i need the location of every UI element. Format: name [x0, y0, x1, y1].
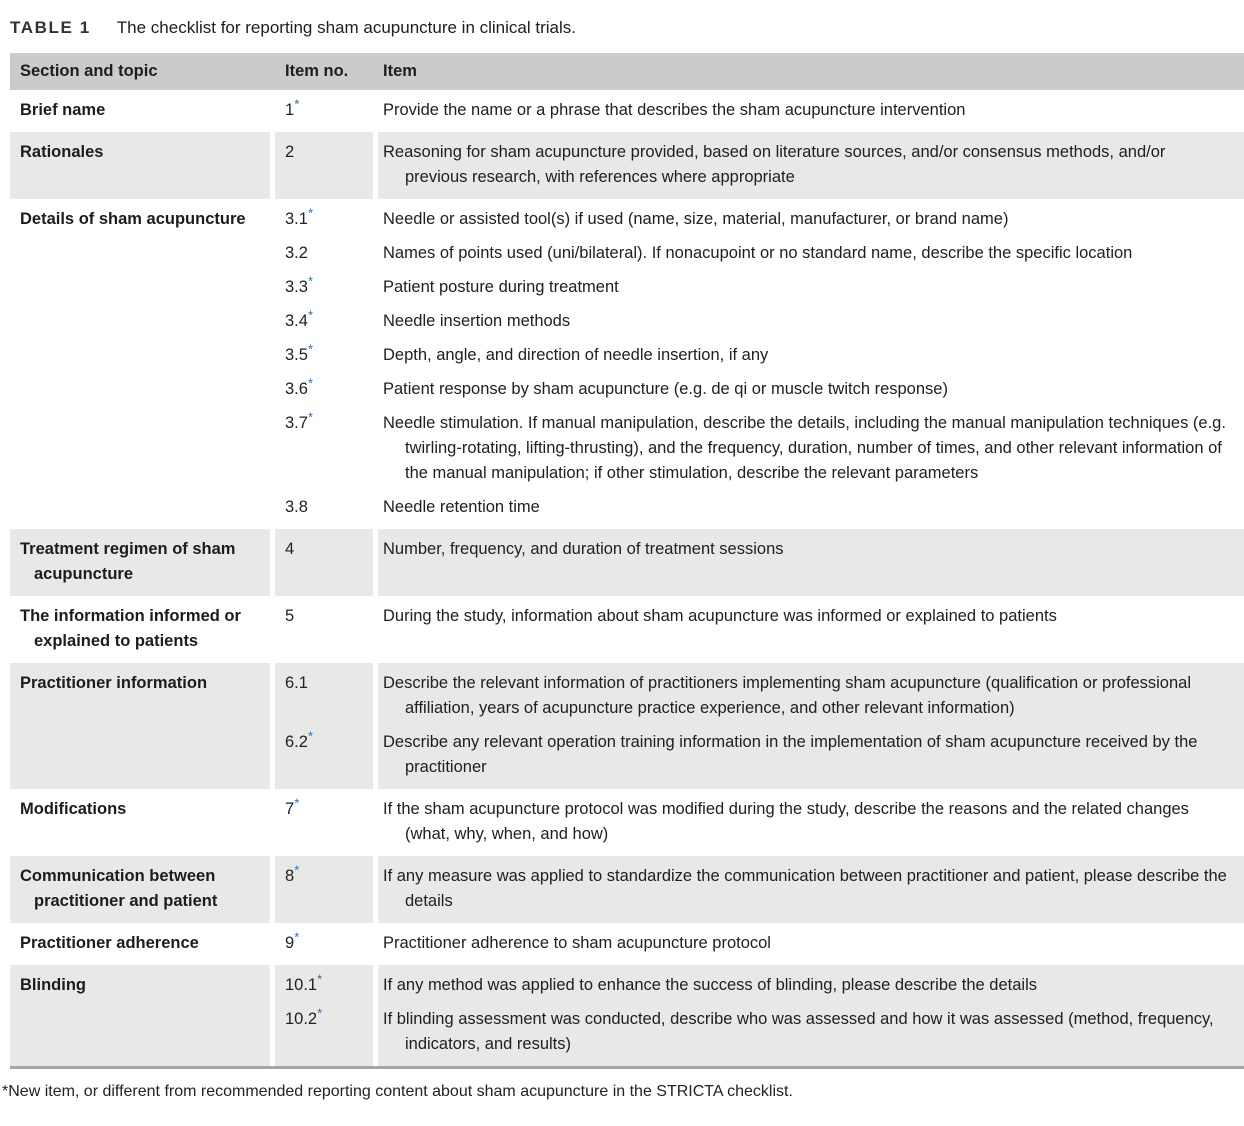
item-number-cell: [275, 373, 378, 407]
item-number-cell: [275, 965, 378, 1003]
item-description-cell: [378, 965, 1244, 1003]
item-number: 10.2: [285, 1010, 318, 1028]
section-topic: The information informed or explained to patients: [20, 607, 241, 650]
section-topic: Practitioner information: [20, 674, 208, 692]
table-row: [10, 90, 1244, 132]
item-number: 3.8: [285, 498, 308, 516]
item-description-cell: [378, 407, 1244, 491]
item-description-cell: [378, 663, 1244, 726]
item-number: 7: [285, 800, 295, 818]
section-topic: Brief name: [20, 101, 106, 119]
section-topic-cell: [10, 663, 275, 726]
item-description: Patient response by sham acupuncture (e.g. de qi or muscle twitch response): [383, 380, 948, 398]
table-row: [10, 271, 1244, 305]
item-description: Needle retention time: [383, 498, 540, 516]
item-description: During the study, information about sham acupuncture was informed or explained to patients: [383, 607, 1057, 625]
item-number: 9: [285, 934, 295, 952]
section-group: [10, 199, 1244, 529]
item-description: Depth, angle, and direction of needle insertion, if any: [383, 346, 769, 364]
table-caption: [0, 0, 1244, 53]
table-caption-label: TABLE 1: [10, 18, 91, 37]
new-item-asterisk: *: [307, 307, 313, 323]
item-description-cell: [378, 339, 1244, 373]
section-group: [10, 596, 1244, 663]
item-description: Patient posture during treatment: [383, 278, 619, 296]
item-description: Names of points used (uni/bilateral). If nonacupoint or no standard name, describe the specific location: [383, 244, 1133, 262]
item-number: 4: [285, 540, 295, 558]
item-number-cell: [275, 491, 378, 529]
table-row: [10, 726, 1244, 789]
item-number: 2: [285, 143, 295, 161]
item-description-cell: [378, 726, 1244, 789]
item-number: 3.3: [285, 278, 308, 296]
item-description: If blinding assessment was conducted, describe who was assessed and how it was assessed (method, frequency, indicators, and results): [383, 1010, 1214, 1053]
section-topic-cell: [10, 132, 275, 199]
section-topic-cell: [10, 726, 275, 789]
item-number: 3.2: [285, 244, 308, 262]
item-number: 3.1: [285, 210, 308, 228]
new-item-asterisk: *: [307, 728, 313, 744]
section-topic: Modifications: [20, 800, 127, 818]
item-number-cell: [275, 407, 378, 491]
item-description: Number, frequency, and duration of treatment sessions: [383, 540, 784, 558]
section-topic-cell: [10, 237, 275, 271]
table-row: [10, 596, 1244, 663]
item-number-cell: [275, 1003, 378, 1066]
section-group: [10, 856, 1244, 923]
item-number-cell: [275, 663, 378, 726]
table-header-row: [10, 53, 1244, 90]
new-item-asterisk: *: [294, 96, 300, 112]
section-topic: Blinding: [20, 976, 86, 994]
item-description-cell: [378, 90, 1244, 132]
section-topic-cell: [10, 90, 275, 132]
item-number-cell: [275, 90, 378, 132]
header-item: Item: [378, 53, 1244, 90]
item-description-cell: [378, 856, 1244, 923]
table-row: [10, 373, 1244, 407]
item-description: Needle insertion methods: [383, 312, 571, 330]
header-item-no: Item no.: [275, 53, 378, 90]
item-description-cell: [378, 923, 1244, 965]
table-row: [10, 407, 1244, 491]
table-row: [10, 923, 1244, 965]
new-item-asterisk: *: [307, 205, 313, 221]
table-row: [10, 339, 1244, 373]
table-row: [10, 132, 1244, 199]
footnote-text: New item, or different from recommended reporting content about sham acupuncture in the STRICTA checklist.: [8, 1083, 793, 1100]
section-topic: Details of sham acupuncture: [20, 210, 246, 228]
new-item-asterisk: *: [294, 862, 300, 878]
section-topic-cell: [10, 305, 275, 339]
section-topic-cell: [10, 856, 275, 923]
table-row: [10, 199, 1244, 237]
section-topic: Rationales: [20, 143, 104, 161]
item-number-cell: [275, 726, 378, 789]
section-topic-cell: [10, 529, 275, 596]
table-row: [10, 789, 1244, 856]
table-row: [10, 965, 1244, 1003]
table-row: [10, 529, 1244, 596]
item-number-cell: [275, 132, 378, 199]
item-number: 6.1: [285, 674, 308, 692]
section-topic-cell: [10, 1003, 275, 1066]
item-number: 1: [285, 101, 295, 119]
new-item-asterisk: *: [294, 795, 300, 811]
new-item-asterisk: *: [307, 375, 313, 391]
section-group: [10, 663, 1244, 789]
item-number-cell: [275, 237, 378, 271]
item-description: If the sham acupuncture protocol was modified during the study, describe the reasons and the related changes (what, why, when, and how): [383, 800, 1189, 843]
section-topic: Communication between practitioner and patient: [20, 867, 218, 910]
section-topic-cell: [10, 199, 275, 237]
item-number-cell: [275, 199, 378, 237]
section-topic-cell: [10, 271, 275, 305]
table-row: [10, 305, 1244, 339]
section-topic-cell: [10, 965, 275, 1003]
item-number-cell: [275, 856, 378, 923]
table-footnote: [2, 1080, 1230, 1126]
table-row: [10, 237, 1244, 271]
new-item-asterisk: *: [294, 929, 300, 945]
section-topic-cell: [10, 923, 275, 965]
new-item-asterisk: *: [317, 971, 323, 987]
new-item-asterisk: *: [307, 341, 313, 357]
table-caption-text: The checklist for reporting sham acupuncture in clinical trials.: [116, 18, 576, 37]
section-topic: Treatment regimen of sham acupuncture: [20, 540, 236, 583]
checklist-table: [10, 53, 1244, 1066]
section-group: [10, 923, 1244, 965]
section-group: [10, 90, 1244, 132]
item-number: 3.4: [285, 312, 308, 330]
new-item-asterisk: *: [317, 1005, 323, 1021]
item-description: If any measure was applied to standardize the communication between practitioner and patient, please describe the details: [383, 867, 1227, 910]
item-number: 3.7: [285, 414, 308, 432]
item-number: 10.1: [285, 976, 318, 994]
table-row: [10, 491, 1244, 529]
item-description: Needle or assisted tool(s) if used (name, size, material, manufacturer, or brand name): [383, 210, 1009, 228]
item-number: 3.5: [285, 346, 308, 364]
new-item-asterisk: *: [307, 273, 313, 289]
section-topic-cell: [10, 596, 275, 663]
item-description: Reasoning for sham acupuncture provided, based on literature sources, and/or consensus methods, and/or previous research, with references where appropriate: [383, 143, 1166, 186]
item-description-cell: [378, 491, 1244, 529]
item-description-cell: [378, 596, 1244, 663]
item-description-cell: [378, 237, 1244, 271]
item-description: Describe any relevant operation training information in the implementation of sham acupuncture received by the practitioner: [383, 733, 1198, 776]
item-description: If any method was applied to enhance the success of blinding, please describe the details: [383, 976, 1037, 994]
item-number-cell: [275, 789, 378, 856]
table-row: [10, 1003, 1244, 1066]
item-number-cell: [275, 596, 378, 663]
item-description-cell: [378, 271, 1244, 305]
item-number: 6.2: [285, 733, 308, 751]
item-number: 3.6: [285, 380, 308, 398]
section-group: [10, 789, 1244, 856]
section-topic-cell: [10, 491, 275, 529]
item-description: Describe the relevant information of practitioners implementing sham acupuncture (qualification or professional affiliation, years of acupuncture practice experience, and other relevant information): [383, 674, 1191, 717]
table-row: [10, 663, 1244, 726]
new-item-asterisk: *: [307, 409, 313, 425]
item-number-cell: [275, 305, 378, 339]
table-bottom-rule: [10, 1066, 1244, 1069]
table-row: [10, 856, 1244, 923]
item-number: 5: [285, 607, 295, 625]
section-topic-cell: [10, 407, 275, 491]
item-description-cell: [378, 305, 1244, 339]
item-description-cell: [378, 132, 1244, 199]
item-description-cell: [378, 529, 1244, 596]
item-number-cell: [275, 923, 378, 965]
item-description: Provide the name or a phrase that describes the sham acupuncture intervention: [383, 101, 966, 119]
item-number-cell: [275, 339, 378, 373]
section-group: [10, 529, 1244, 596]
item-number-cell: [275, 271, 378, 305]
item-description: Needle stimulation. If manual manipulation, describe the details, including the manual manipulation techniques (e.g. twirling-rotating, lifting-thrusting), and the frequency, duration, number of times, and other relevant information of the manual manipulation; if other stimulation, describe the relevant parameters: [383, 414, 1226, 482]
section-topic-cell: [10, 373, 275, 407]
footnote-asterisk: *: [2, 1083, 9, 1100]
checklist-table-body: [10, 90, 1244, 1066]
item-description-cell: [378, 1003, 1244, 1066]
section-topic-cell: [10, 339, 275, 373]
item-description: Practitioner adherence to sham acupuncture protocol: [383, 934, 771, 952]
item-description-cell: [378, 789, 1244, 856]
section-topic-cell: [10, 789, 275, 856]
section-group: [10, 132, 1244, 199]
item-number: 8: [285, 867, 295, 885]
item-description-cell: [378, 199, 1244, 237]
section-group: [10, 965, 1244, 1066]
header-section-and-topic: Section and topic: [10, 53, 275, 90]
item-number-cell: [275, 529, 378, 596]
item-description-cell: [378, 373, 1244, 407]
section-topic: Practitioner adherence: [20, 934, 199, 952]
